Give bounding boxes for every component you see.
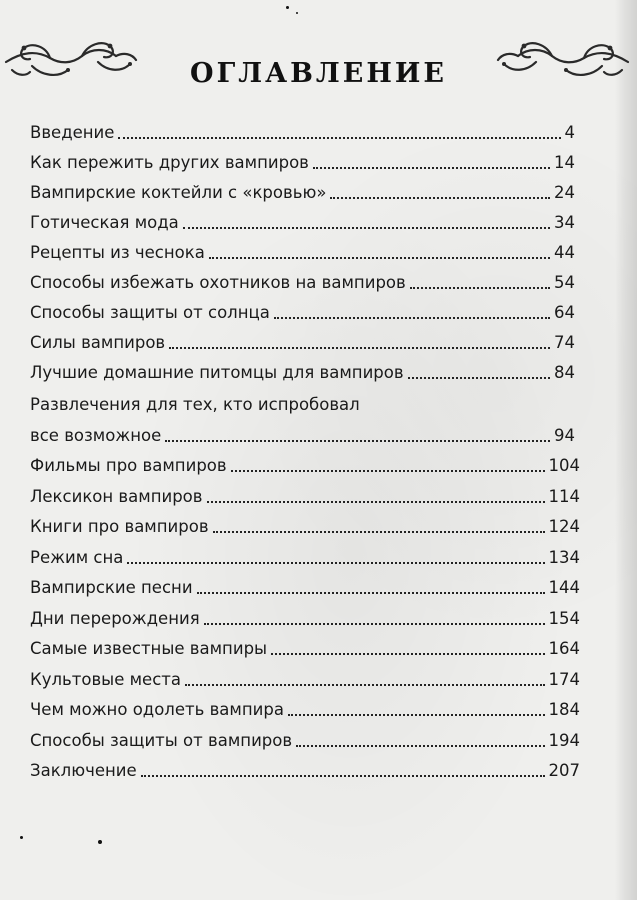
toc-dot-leader <box>118 137 560 139</box>
toc-dot-leader <box>330 197 550 199</box>
toc-entry-page-number: 14 <box>554 153 575 172</box>
toc-entry <box>30 390 575 416</box>
toc-entry <box>30 512 580 538</box>
toc-entry <box>30 482 580 508</box>
toc-entry <box>30 208 575 234</box>
toc-dot-leader <box>274 317 550 319</box>
toc-entry-title: Режим сна <box>30 548 124 567</box>
toc-entry-page-number: 74 <box>554 333 575 352</box>
toc-entry-page-number: 104 <box>548 456 580 475</box>
toc-entry-title: все возможное <box>30 426 162 445</box>
toc-entry <box>30 634 580 660</box>
toc-entry-title: Готическая мода <box>30 213 179 232</box>
toc-entry <box>30 604 580 630</box>
toc-entry-title: Чем можно одолеть вампира <box>30 700 284 719</box>
toc-entry-title: Вампирские песни <box>30 578 193 597</box>
ink-speck <box>98 840 102 844</box>
toc-dot-leader <box>408 377 550 379</box>
toc-dot-leader <box>231 470 545 472</box>
toc-entry-title: Способы избежать охотников на вампиров <box>30 273 406 292</box>
toc-entry-title: Способы защиты от солнца <box>30 303 270 322</box>
toc-entry <box>30 421 575 447</box>
toc-entry <box>30 358 575 384</box>
page-title: ОГЛАВЛЕНИЕ <box>190 58 447 89</box>
toc-entry-title: Способы защиты от вампиров <box>30 731 293 750</box>
toc-dot-leader <box>169 347 550 349</box>
toc-entry-title: Культовые места <box>30 670 181 689</box>
toc-entry <box>30 238 575 264</box>
toc-entry-page-number: 207 <box>548 761 580 780</box>
toc-dot-leader <box>183 227 550 229</box>
toc-entry-title: Фильмы про вампиров <box>30 456 227 475</box>
toc-entry-page-number: 144 <box>548 578 580 597</box>
toc-dot-leader <box>207 501 545 503</box>
toc-entry <box>30 756 580 782</box>
toc-entry-page-number: 64 <box>554 303 575 322</box>
toc-entry <box>30 298 575 324</box>
ink-speck <box>286 6 289 9</box>
toc-entry-page-number: 94 <box>554 426 575 445</box>
toc-entry <box>30 573 580 599</box>
toc-entry-title: Введение <box>30 123 115 142</box>
toc-entry-page-number: 54 <box>554 273 575 292</box>
toc-entry-page-number: 194 <box>548 731 580 750</box>
toc-entry-title: Дни перерождения <box>30 609 200 628</box>
toc-entry-page-number: 184 <box>548 700 580 719</box>
toc-entry-title: Силы вампиров <box>30 333 166 352</box>
toc-entry <box>30 695 580 721</box>
toc-dot-leader <box>165 440 550 442</box>
toc-entry-title: Развлечения для тех, кто испробовал <box>30 395 360 414</box>
toc-dot-leader <box>197 592 545 594</box>
toc-entry-page-number: 44 <box>554 243 575 262</box>
toc-entry-page-number: 154 <box>548 609 580 628</box>
toc-entry-title: Книги про вампиров <box>30 517 209 536</box>
toc-dot-leader <box>313 167 550 169</box>
toc-entry <box>30 328 575 354</box>
toc-entry <box>30 665 580 691</box>
toc-entry <box>30 726 580 752</box>
toc-dot-leader <box>204 623 545 625</box>
toc-entry <box>30 148 575 174</box>
toc-dot-leader <box>141 775 545 777</box>
toc-entry-title: Заключение <box>30 761 137 780</box>
toc-entry-title: Вампирские коктейли с «кровью» <box>30 183 327 202</box>
toc-entry <box>30 178 575 204</box>
toc-dot-leader <box>127 562 544 564</box>
toc-entry-page-number: 34 <box>554 213 575 232</box>
toc-entry <box>30 451 580 477</box>
toc-entry-page-number: 24 <box>554 183 575 202</box>
toc-entry-page-number: 134 <box>548 548 580 567</box>
toc-entry-page-number: 164 <box>548 639 580 658</box>
toc-entry <box>30 118 575 144</box>
toc-dot-leader <box>410 287 550 289</box>
toc-entry-title: Лексикон вампиров <box>30 487 203 506</box>
toc-entry-page-number: 174 <box>548 670 580 689</box>
toc-entry-title: Как пережить других вампиров <box>30 153 309 172</box>
toc-entry-page-number: 114 <box>548 487 580 506</box>
toc-entry-page-number: 84 <box>554 363 575 382</box>
toc-dot-leader <box>209 257 550 259</box>
toc-entry <box>30 543 580 569</box>
toc-entry-page-number: 124 <box>548 517 580 536</box>
toc-dot-leader <box>288 714 545 716</box>
toc-dot-leader <box>185 684 545 686</box>
toc-entry-title: Лучшие домашние питомцы для вампиров <box>30 363 404 382</box>
ink-speck <box>20 836 23 839</box>
toc-dot-leader <box>213 531 545 533</box>
toc-entry-title: Самые известные вампиры <box>30 639 268 658</box>
toc-entry <box>30 268 575 294</box>
toc-dot-leader <box>271 653 544 655</box>
toc-entry-page-number: 4 <box>564 123 575 142</box>
toc-dot-leader <box>296 745 544 747</box>
toc-entry-title: Рецепты из чеснока <box>30 243 205 262</box>
ink-speck <box>296 12 298 14</box>
